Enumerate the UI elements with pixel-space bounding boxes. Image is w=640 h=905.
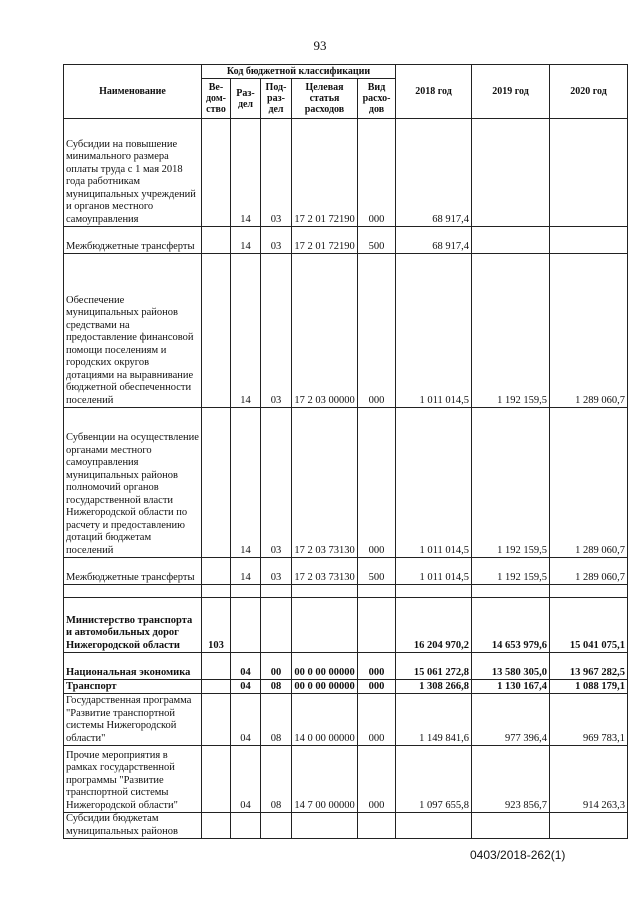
row-name: Государственная программа "Развитие транспортной системы Нижегородской области": [64, 694, 202, 746]
row-type: 000: [358, 653, 396, 680]
row-2018: 1 011 014,5: [396, 408, 472, 558]
table-row: [64, 813, 628, 839]
header-section: Раз-дел: [231, 79, 261, 119]
row-2019: [472, 227, 550, 254]
row-section: 14: [231, 119, 261, 227]
row-2019: [472, 585, 550, 598]
row-2018: 1 011 014,5: [396, 254, 472, 408]
row-section: [231, 585, 261, 598]
row-subsection: [261, 813, 292, 839]
row-2018: 1 011 014,5: [396, 558, 472, 585]
row-section: [231, 598, 261, 653]
row-dept: [202, 653, 231, 680]
row-2019: 13 580 305,0: [472, 653, 550, 680]
row-dept: [202, 813, 231, 839]
row-2018: 68 917,4: [396, 227, 472, 254]
row-2019: 923 856,7: [472, 746, 550, 813]
header-classification-group: Код бюджетной классификации: [202, 65, 396, 79]
row-2018: [396, 813, 472, 839]
header-name: Наименование: [64, 65, 202, 119]
row-subsection: 03: [261, 119, 292, 227]
header-subsection: Под-раз-дел: [261, 79, 292, 119]
table-row: [64, 694, 628, 746]
row-name: Обеспечение муниципальных районов средствами на предоставление финансовой помощи поселениям и городских округов дотациями на выравнивание бюджетной обеспеченности поселений: [64, 254, 202, 408]
row-dept: 103: [202, 598, 231, 653]
row-subsection: [261, 585, 292, 598]
row-2019: [472, 813, 550, 839]
row-type: [358, 585, 396, 598]
header-year-2018: 2018 год: [396, 65, 472, 119]
row-2018: 16 204 970,2: [396, 598, 472, 653]
row-dept: [202, 585, 231, 598]
table-row: [64, 680, 628, 694]
header-department: Ве-дом-ство: [202, 79, 231, 119]
row-section: 04: [231, 680, 261, 694]
row-2018: 15 061 272,8: [396, 653, 472, 680]
row-section: 04: [231, 653, 261, 680]
table-row: [64, 227, 628, 254]
row-type: [358, 813, 396, 839]
row-2020: 969 783,1: [550, 694, 628, 746]
row-subsection: 03: [261, 408, 292, 558]
row-name: Межбюджетные трансферты: [64, 227, 202, 254]
row-2018: [396, 585, 472, 598]
row-2019: 1 192 159,5: [472, 558, 550, 585]
row-dept: [202, 227, 231, 254]
table-row: [64, 558, 628, 585]
table-row: [64, 598, 628, 653]
row-type: [358, 598, 396, 653]
row-target: [292, 598, 358, 653]
table-row: [64, 653, 628, 680]
header-expense-type: Вид расхо-дов: [358, 79, 396, 119]
row-target: 17 2 01 72190: [292, 227, 358, 254]
row-type: 500: [358, 227, 396, 254]
row-name: Субсидии на повышение минимального размера оплаты труда с 1 мая 2018 года работникам муниципальных учреждений и органов местного самоуправления: [64, 119, 202, 227]
row-subsection: [261, 598, 292, 653]
row-subsection: 08: [261, 746, 292, 813]
row-dept: [202, 408, 231, 558]
row-section: 14: [231, 254, 261, 408]
header-year-2020: 2020 год: [550, 65, 628, 119]
row-type: 000: [358, 254, 396, 408]
row-type: 000: [358, 119, 396, 227]
row-name: Прочие мероприятия в рамках государственной программы "Развитие транспортной системы Нижегородской области": [64, 746, 202, 813]
row-target: [292, 813, 358, 839]
row-dept: [202, 746, 231, 813]
row-target: 14 0 00 00000: [292, 694, 358, 746]
row-2020: [550, 813, 628, 839]
row-2019: 14 653 979,6: [472, 598, 550, 653]
row-2018: 1 308 266,8: [396, 680, 472, 694]
header-year-2019: 2019 год: [472, 65, 550, 119]
row-name: [64, 585, 202, 598]
row-section: 14: [231, 408, 261, 558]
table-row: [64, 254, 628, 408]
row-target: 00 0 00 00000: [292, 680, 358, 694]
row-type: 500: [358, 558, 396, 585]
row-dept: [202, 694, 231, 746]
row-2020: 914 263,3: [550, 746, 628, 813]
header-row-group: [64, 65, 628, 79]
row-target: 17 2 01 72190: [292, 119, 358, 227]
row-section: 14: [231, 558, 261, 585]
row-name: Министерство транспорта и автомобильных дорог Нижегородской области: [64, 598, 202, 653]
table-row: [64, 408, 628, 558]
row-target: 17 2 03 00000: [292, 254, 358, 408]
row-2019: 977 396,4: [472, 694, 550, 746]
row-2019: 1 130 167,4: [472, 680, 550, 694]
row-2020: 15 041 075,1: [550, 598, 628, 653]
row-name: Транспорт: [64, 680, 202, 694]
row-type: 000: [358, 680, 396, 694]
document-code: 0403/2018-262(1): [470, 848, 566, 862]
header-target-item: Целевая статья расходов: [292, 79, 358, 119]
row-target: [292, 585, 358, 598]
row-2020: [550, 585, 628, 598]
row-section: [231, 813, 261, 839]
row-2018: 1 149 841,6: [396, 694, 472, 746]
row-2018: 68 917,4: [396, 119, 472, 227]
row-name: Межбюджетные трансферты: [64, 558, 202, 585]
row-target: 00 0 00 00000: [292, 653, 358, 680]
row-2020: [550, 227, 628, 254]
row-type: 000: [358, 694, 396, 746]
row-2020: 1 289 060,7: [550, 254, 628, 408]
row-dept: [202, 680, 231, 694]
table-row: [64, 119, 628, 227]
table-row-spacer: [64, 585, 628, 598]
row-name: Национальная экономика: [64, 653, 202, 680]
row-subsection: 03: [261, 254, 292, 408]
row-dept: [202, 558, 231, 585]
row-section: 04: [231, 694, 261, 746]
row-target: 14 7 00 00000: [292, 746, 358, 813]
row-2020: 1 289 060,7: [550, 558, 628, 585]
row-2019: 1 192 159,5: [472, 254, 550, 408]
row-name: Субвенции на осуществление органами местного самоуправления муниципальных районов полномочий органов государственной власти Нижегородской области по расчету и предоставлению дотаций бюджетам поселений: [64, 408, 202, 558]
row-dept: [202, 119, 231, 227]
row-dept: [202, 254, 231, 408]
row-subsection: 03: [261, 227, 292, 254]
row-2020: 13 967 282,5: [550, 653, 628, 680]
row-name: Субсидии бюджетам муниципальных районов: [64, 813, 202, 839]
row-subsection: 08: [261, 680, 292, 694]
page-number: 93: [313, 38, 327, 53]
row-subsection: 00: [261, 653, 292, 680]
row-target: 17 2 03 73130: [292, 408, 358, 558]
row-2019: 1 192 159,5: [472, 408, 550, 558]
table-row: [64, 746, 628, 813]
row-2019: [472, 119, 550, 227]
row-type: 000: [358, 408, 396, 558]
row-2020: 1 088 179,1: [550, 680, 628, 694]
row-type: 000: [358, 746, 396, 813]
row-section: 14: [231, 227, 261, 254]
budget-table: [63, 64, 628, 839]
row-section: 04: [231, 746, 261, 813]
row-2020: [550, 119, 628, 227]
row-subsection: 08: [261, 694, 292, 746]
row-2020: 1 289 060,7: [550, 408, 628, 558]
row-2018: 1 097 655,8: [396, 746, 472, 813]
row-target: 17 2 03 73130: [292, 558, 358, 585]
row-subsection: 03: [261, 558, 292, 585]
